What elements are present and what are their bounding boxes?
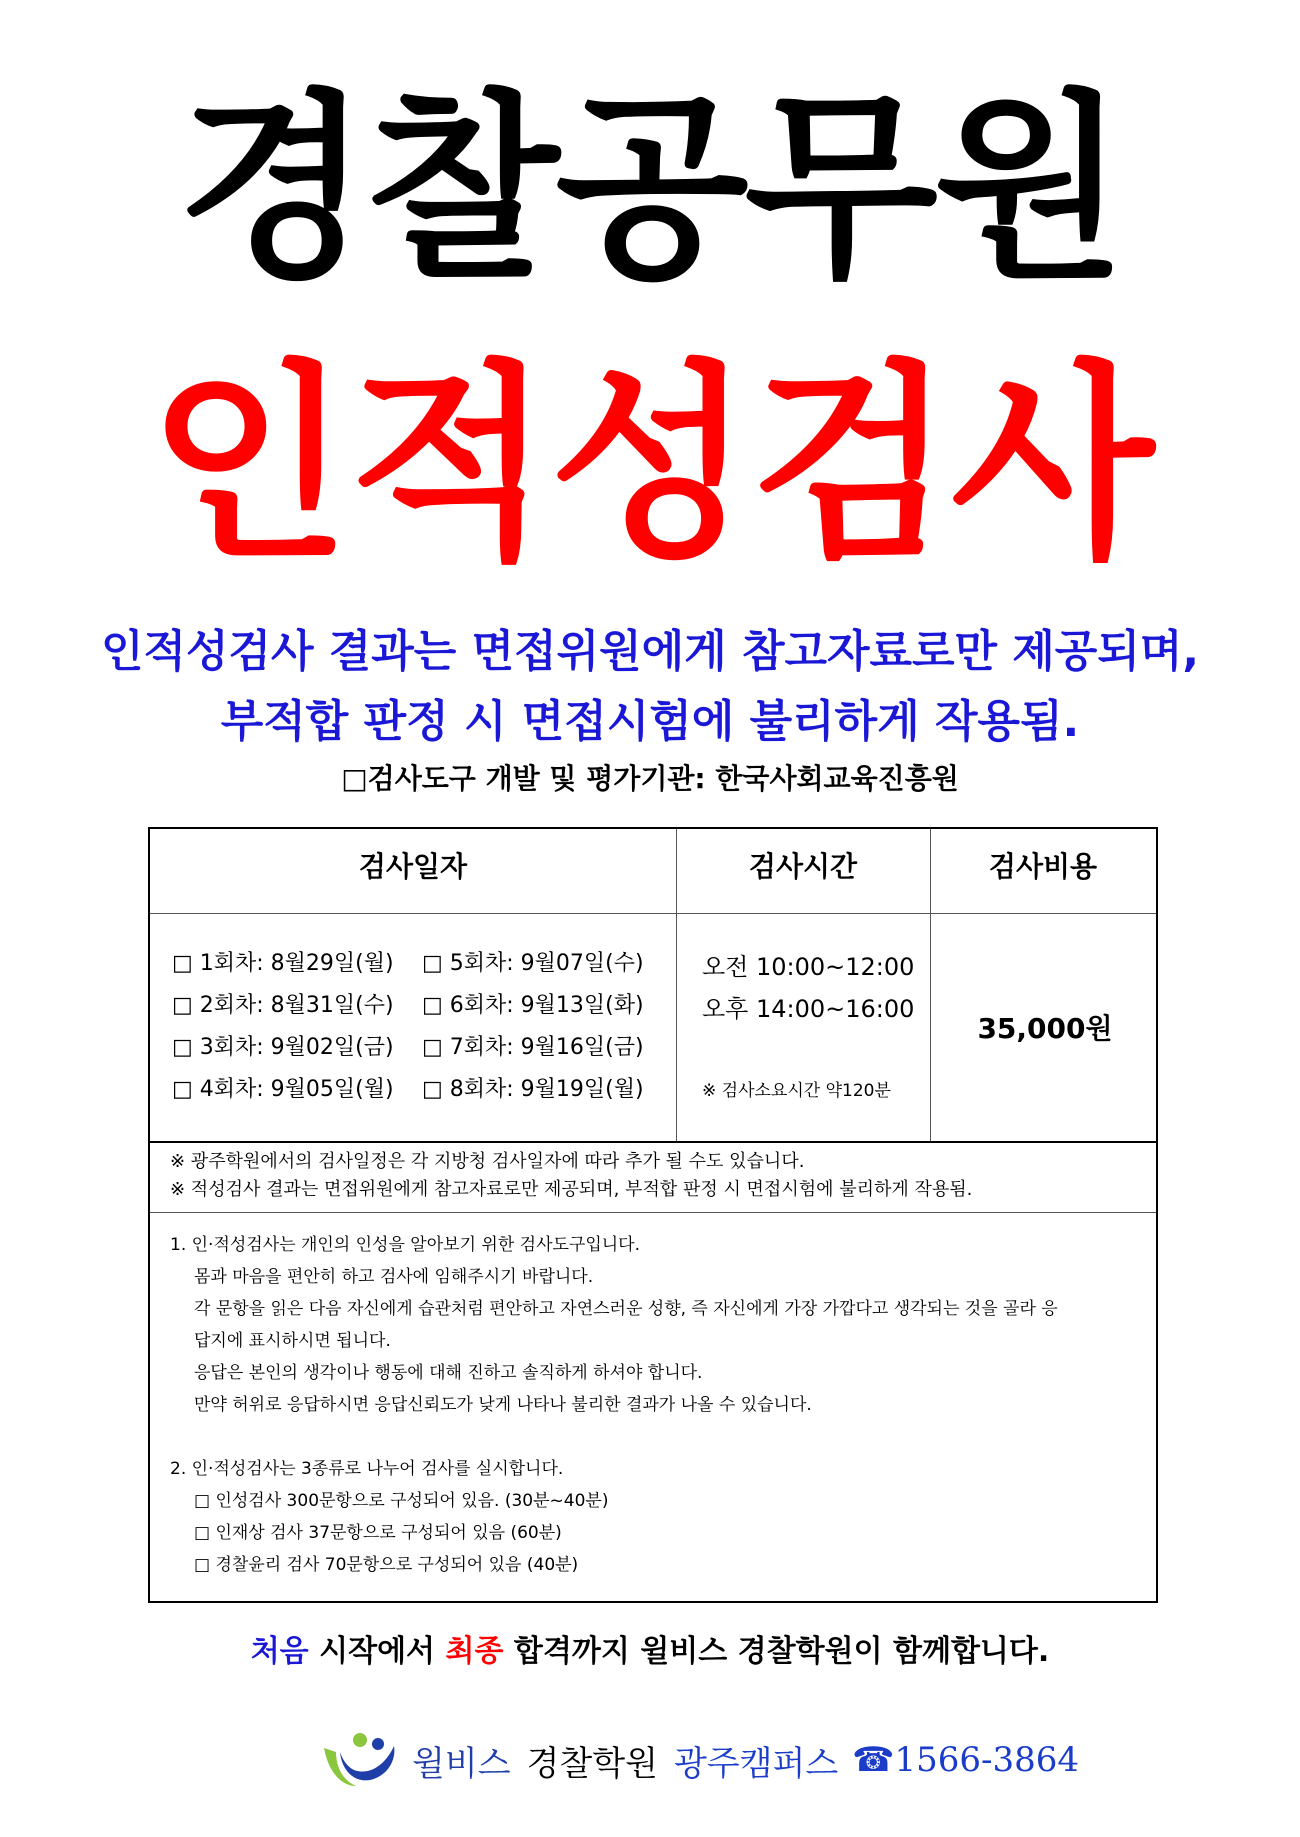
footer-logo [320, 1730, 1079, 1790]
info-line: 응답은 본인의 생각이나 행동에 대해 진하고 솔직하게 하셔야 합니다. [194, 1363, 703, 1383]
session-item: □ 7회차: 9월16일(금) [422, 1035, 644, 1060]
willbis-logo-icon [320, 1730, 400, 1790]
organization-line: □검사도구 개발 및 평가기관: 한국사회교육진흥원 [341, 762, 959, 795]
header-cost: 검사비용 [988, 850, 1098, 883]
title-line2: 인적성검사 [147, 342, 1153, 587]
info-line: 각 문항을 읽은 다음 자신에게 습관처럼 편안하고 자연스러운 성향, 즉 자신에게 가장 가깝다고 생각되는 것을 골라 응 [194, 1299, 1058, 1319]
footer-academy-name: 경찰학원 [526, 1743, 658, 1784]
slogan-text: 시작에서 [308, 1634, 446, 1669]
session-item: □ 3회차: 9월02일(금) [172, 1035, 394, 1060]
info-line: 몸과 마음을 편안히 하고 검사에 임해주시기 바랍니다. [194, 1267, 594, 1287]
session-item: □ 4회차: 9월05일(월) [172, 1077, 394, 1102]
time-afternoon: 오후 14:00~16:00 [702, 995, 915, 1023]
schedule-note: ※ 광주학원에서의 검사일정은 각 지방청 검사일자에 따라 추가 될 수도 있습니다. [170, 1151, 805, 1172]
header-divider [150, 913, 1156, 914]
slogan [0, 1634, 1300, 1669]
session-item: □ 5회차: 9월07일(수) [422, 951, 644, 976]
footer-brand: 윌비스 [412, 1743, 511, 1784]
title-line1: 경찰공무원 [176, 73, 1123, 306]
session-item: □ 8회차: 9월19일(월) [422, 1077, 644, 1102]
header-date: 검사일자 [358, 850, 468, 883]
slogan-text: 합격까지 윌비스 경찰학원이 함께합니다. [503, 1634, 1050, 1669]
slogan-final: 최종 [445, 1634, 504, 1669]
info-line: □ 인성검사 300문항으로 구성되어 있음. (30분~40분) [194, 1491, 609, 1511]
info-line: □ 인재상 검사 37문항으로 구성되어 있음 (60분) [194, 1523, 562, 1543]
info-item2-title: 2. 인·적성검사는 3종류로 나누어 검사를 실시합니다. [170, 1459, 564, 1479]
subtitle-line2: 부적합 판정 시 면접시험에 불리하게 작용됨. [220, 696, 1080, 747]
session-item: □ 2회차: 8월31일(수) [172, 993, 394, 1018]
session-item: □ 6회차: 9월13일(화) [422, 993, 644, 1018]
time-duration-note: ※ 검사소요시간 약120분 [702, 1081, 891, 1101]
header-time: 검사시간 [748, 850, 858, 883]
row-divider [150, 1212, 1156, 1213]
time-morning: 오전 10:00~12:00 [702, 953, 915, 981]
subtitle-line1: 인적성검사 결과는 면접위원에게 참고자료로만 제공되며, [100, 626, 1200, 677]
info-item1-title: 1. 인·적성검사는 개인의 인성을 알아보기 위한 검사도구입니다. [170, 1235, 640, 1255]
session-item: □ 1회차: 8월29일(월) [172, 951, 394, 976]
schedule-table [148, 827, 1158, 1603]
schedule-note: ※ 적성검사 결과는 면접위원에게 참고자료로만 제공되며, 부적합 판정 시 면접시험에 불리하게 작용됨. [170, 1179, 973, 1200]
footer-phone: ☎1566-3864 [852, 1740, 1080, 1780]
info-line: 답지에 표시하시면 됩니다. [194, 1331, 391, 1351]
row-divider [150, 1141, 1156, 1143]
slogan-first: 처음 [250, 1634, 309, 1669]
cost-value: 35,000원 [977, 1012, 1113, 1045]
footer-campus: 광주캠퍼스 [673, 1743, 839, 1784]
info-line: □ 경찰윤리 검사 70문항으로 구성되어 있음 (40분) [194, 1555, 579, 1575]
info-line: 만약 허위로 응답하시면 응답신뢰도가 낮게 나타나 불리한 결과가 나올 수 있습니다. [194, 1395, 812, 1415]
